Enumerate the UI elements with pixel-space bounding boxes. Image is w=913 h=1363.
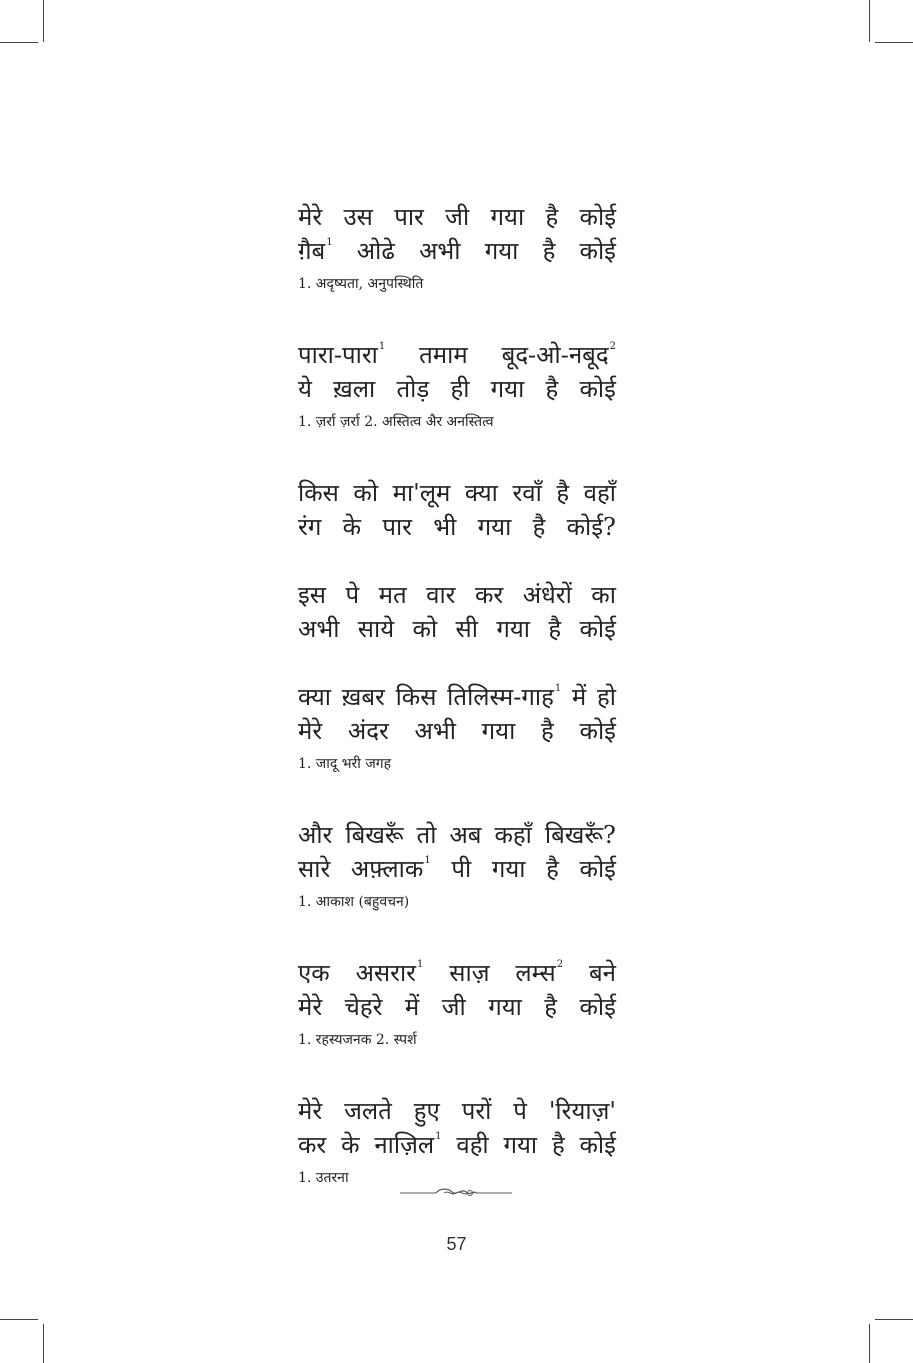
word: मत [378, 581, 407, 609]
page-number: 57 [446, 1234, 467, 1254]
word: उस [343, 203, 373, 231]
couplet-2-line-1 [298, 338, 616, 372]
word: साये [357, 615, 395, 643]
word: पी [451, 855, 472, 883]
couplet-2 [298, 338, 616, 432]
couplet-3 [298, 476, 616, 544]
word: हुए [413, 1097, 440, 1125]
crop-mark-bottom-left-horizontal [0, 1319, 38, 1320]
footnote: 1. आकाश (बहुवचन) [298, 894, 410, 910]
word: गया [488, 993, 522, 1021]
word: है [544, 993, 558, 1021]
word-with-footnote: पारा-पारा$^1$ [298, 341, 386, 369]
couplet-3-line-2 [298, 510, 616, 544]
word: अभी [414, 717, 456, 745]
footnote-marker: 1 [424, 855, 431, 866]
couplet-5-line-2 [298, 714, 616, 748]
end-ornament-icon [400, 1184, 512, 1202]
word-with-footnote: असरार$^1$ [355, 959, 424, 987]
couplet-5-line-1 [298, 680, 616, 714]
word: साज़ [449, 959, 490, 987]
word: गया [477, 513, 512, 541]
word: अब [449, 821, 482, 849]
word: एक [298, 959, 330, 987]
word: है [545, 203, 559, 231]
word-with-footnote: नाज़िल$^1$ [374, 1131, 442, 1159]
word: है [556, 479, 570, 507]
word: अभी [419, 237, 461, 265]
couplet-6 [298, 818, 616, 912]
word: गया [490, 375, 525, 403]
word: बिखरूँ [345, 821, 404, 849]
couplet-7 [298, 956, 616, 1050]
couplet-3-line-1 [298, 476, 616, 510]
word: गया [490, 203, 525, 231]
footnote-marker: 1 [554, 683, 562, 694]
word: है [542, 237, 556, 265]
word: मेरे [298, 1097, 323, 1125]
word: चेहरे [344, 993, 383, 1021]
word: कर [474, 581, 504, 609]
word: सी [455, 615, 478, 643]
couplet-8 [298, 1094, 616, 1188]
word: पार [394, 203, 424, 231]
word: कोई [579, 1131, 616, 1159]
word: को [353, 479, 379, 507]
word: जी [445, 203, 470, 231]
word: के [341, 1131, 360, 1159]
word: है [548, 615, 562, 643]
word: के [342, 513, 362, 541]
word: गया [491, 855, 526, 883]
word: तोड़ [396, 375, 430, 403]
couplet-8-line-2 [298, 1128, 616, 1162]
footnote-marker: 2 [556, 959, 564, 970]
word: बने [588, 959, 616, 987]
word: पार [382, 513, 412, 541]
couplet-4-line-2 [298, 612, 616, 646]
footnote: 1. उतरना [298, 1170, 349, 1186]
word: ओढे [356, 237, 395, 265]
word: गया [481, 717, 516, 745]
word: परों [461, 1097, 492, 1125]
word: इस [298, 581, 327, 609]
word: गया [496, 615, 531, 643]
couplet-8-line-1 [298, 1094, 616, 1128]
couplet-1-line-1 [298, 200, 616, 234]
word: है [532, 513, 546, 541]
word: मा'लूम [392, 479, 451, 507]
word: रवाँ [512, 479, 542, 507]
word: मेरे [298, 203, 323, 231]
footnote: 1. ज़र्रा ज़र्रा 2. अस्तित्व अैर अनस्तित्व [298, 414, 494, 430]
word-with-footnote: ग़ैब$^1$ [298, 237, 333, 265]
word: बिखरूँ? [544, 821, 616, 849]
footnote: 1. रहस्यजनक 2. स्पर्श [298, 1032, 417, 1048]
word: जी [441, 993, 466, 1021]
word: कोई [579, 993, 616, 1021]
word: तमाम [419, 341, 468, 369]
word: अभी [298, 615, 340, 643]
crop-mark-top-right-horizontal [875, 42, 913, 43]
word: अंदर [347, 717, 389, 745]
word: पे [345, 581, 360, 609]
word: कोई? [566, 513, 616, 541]
word: कहाँ [494, 821, 532, 849]
word: ख़ला [333, 375, 376, 403]
word: कर [298, 1131, 327, 1159]
crop-mark-bottom-left-vertical [43, 1324, 44, 1363]
couplet-2-line-2 [298, 372, 616, 406]
word: गया [484, 237, 519, 265]
couplet-5 [298, 680, 616, 774]
word: में [404, 993, 420, 1021]
couplet-4 [298, 578, 616, 646]
couplet-1-line-2 [298, 234, 616, 268]
footnote: 1. जादू भरी जगह [298, 756, 392, 772]
word: का [591, 581, 616, 609]
word: ये [298, 375, 312, 403]
word-with-footnote: अफ़्लाक$^1$ [350, 855, 431, 883]
word: वही [456, 1131, 489, 1159]
couplet-6-line-2 [298, 852, 616, 886]
word-with-footnote: बूद-ओ-नबूद$^2$ [501, 341, 616, 369]
footnote-marker: 1 [435, 1131, 442, 1142]
word: कोई [579, 375, 616, 403]
crop-mark-top-right-vertical [869, 0, 870, 42]
footnote-marker: 2 [609, 341, 616, 352]
couplet-4-line-1 [298, 578, 616, 612]
word: को [412, 615, 438, 643]
word: ख़बर [341, 683, 385, 711]
word: ही [450, 375, 470, 403]
crop-mark-bottom-right-horizontal [875, 1319, 913, 1320]
ghazal-text [298, 200, 616, 1188]
couplet-1 [298, 200, 616, 294]
word: है [545, 375, 559, 403]
word: पे [513, 1097, 527, 1125]
crop-mark-top-left-horizontal [0, 42, 38, 43]
word: हो [597, 683, 616, 711]
footnote-marker: 1 [378, 341, 386, 352]
word: किस [395, 683, 437, 711]
couplet-6-line-1 [298, 818, 616, 852]
footnote-marker: 1 [326, 237, 333, 248]
word: में [571, 683, 587, 711]
word: अंधेरों [522, 581, 572, 609]
word: कोई [579, 615, 616, 643]
word: गया [503, 1131, 538, 1159]
word: और [298, 821, 333, 849]
word: मेरे [298, 717, 323, 745]
word: वार [426, 581, 456, 609]
word: 'रियाज़' [548, 1097, 616, 1125]
crop-mark-top-left-vertical [43, 0, 44, 42]
footnote: 1. अदृष्यता, अनुपस्थिति [298, 276, 424, 292]
word: क्या [298, 683, 331, 711]
crop-mark-bottom-right-vertical [869, 1324, 870, 1363]
word: रंग [298, 513, 322, 541]
word: कोई [579, 203, 616, 231]
word: कोई [579, 855, 616, 883]
word: सारे [298, 855, 331, 883]
couplet-7-line-1 [298, 956, 616, 990]
word: है [546, 855, 559, 883]
word: है [551, 1131, 565, 1159]
word: तो [416, 821, 437, 849]
couplet-7-line-2 [298, 990, 616, 1024]
word: क्या [464, 479, 498, 507]
footnote-marker: 1 [417, 959, 424, 970]
word-with-footnote: लम्स$^2$ [515, 959, 564, 987]
word: कोई [579, 717, 616, 745]
word: है [541, 717, 554, 745]
word: भी [433, 513, 457, 541]
word: किस [298, 479, 339, 507]
word-with-footnote: तिलिस्म-गाह$^1$ [447, 683, 562, 711]
word: मेरे [298, 993, 323, 1021]
word: कोई [579, 237, 616, 265]
word: जलते [344, 1097, 392, 1125]
word: वहाँ [583, 479, 616, 507]
